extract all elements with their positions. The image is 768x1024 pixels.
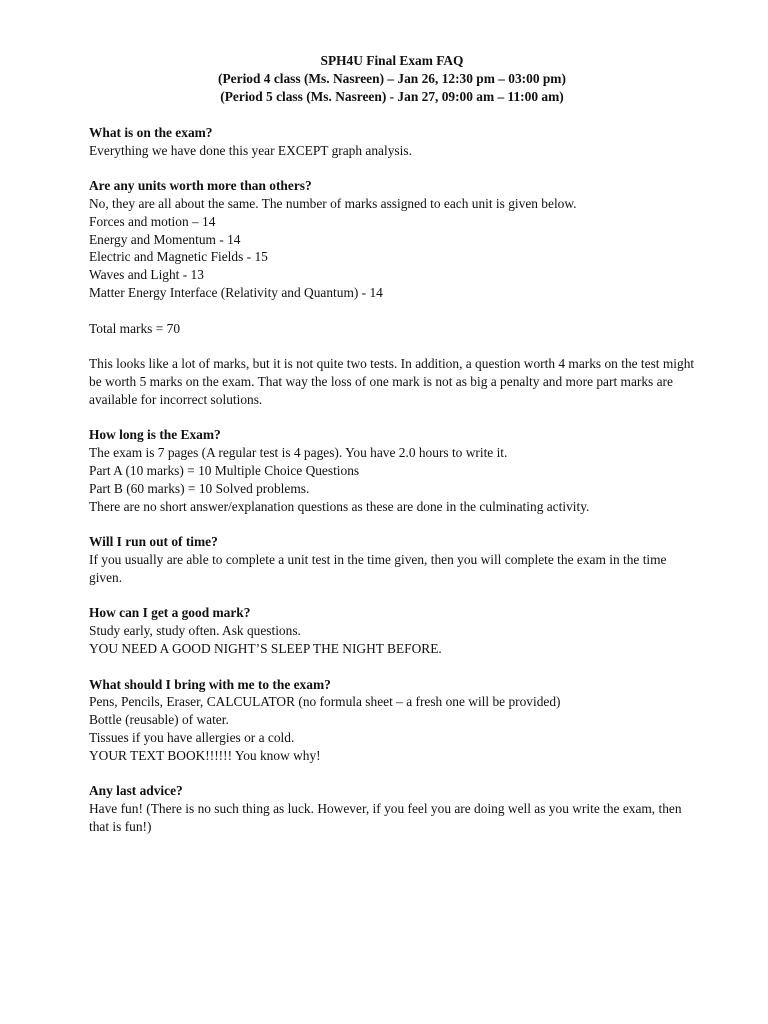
total-marks: Total marks = 70 — [89, 320, 181, 336]
bring-item: Tissues if you have allergies or a cold. — [89, 729, 295, 745]
faq-question: Any last advice? — [89, 783, 183, 799]
faq-question: How can I get a good mark? — [89, 605, 251, 621]
faq-answer-line: YOU NEED A GOOD NIGHT’S SLEEP THE NIGHT BEFORE. — [89, 640, 442, 656]
bring-item: Pens, Pencils, Eraser, CALCULATOR (no formula sheet – a fresh one will be provided) — [89, 694, 561, 710]
part-b-description: Part B (60 marks) = 10 Solved problems. — [89, 480, 310, 496]
faq-question: How long is the Exam? — [89, 427, 221, 443]
faq-answer-line: Everything we have done this year EXCEPT graph analysis. — [89, 142, 412, 158]
unit-marks-waves: Waves and Light - 13 — [89, 267, 204, 283]
marks-note: This looks like a lot of marks, but it is not quite two tests. In addition, a question worth 4 marks on the test might be worth 5 marks on the exam. That way the loss of one mark is not as big a penalty and more part marks are available for incorrect solutions. — [89, 356, 695, 407]
document-header — [79, 52, 705, 106]
faq-section-exam-content — [89, 124, 695, 160]
part-a-description: Part A (10 marks) = 10 Multiple Choice Questions — [89, 462, 360, 478]
faq-section-unit-weighting — [89, 177, 695, 408]
unit-marks-energy: Energy and Momentum - 14 — [89, 231, 241, 247]
faq-question: Will I run out of time? — [89, 534, 218, 550]
period-4-schedule: (Period 4 class (Ms. Nasreen) – Jan 26, 12:30 pm – 03:00 pm) — [218, 71, 566, 86]
document-page — [89, 52, 695, 836]
faq-answer-line: The exam is 7 pages (A regular test is 4 pages). You have 2.0 hours to write it. — [89, 445, 508, 461]
faq-section-advice — [89, 782, 695, 835]
bring-item: Bottle (reusable) of water. — [89, 712, 229, 728]
faq-answer-line: No, they are all about the same. The number of marks assigned to each unit is given below. — [89, 195, 577, 211]
faq-question: What should I bring with me to the exam? — [89, 676, 331, 692]
period-5-schedule: (Period 5 class (Ms. Nasreen) - Jan 27, 09:00 am – 11:00 am) — [220, 89, 564, 104]
unit-marks-matter: Matter Energy Interface (Relativity and Quantum) - 14 — [89, 284, 383, 300]
unit-marks-forces: Forces and motion – 14 — [89, 213, 216, 229]
faq-answer-line: There are no short answer/explanation questions as these are done in the culminating activity. — [89, 498, 590, 514]
faq-section-good-mark — [89, 604, 695, 657]
faq-question: What is on the exam? — [89, 124, 213, 140]
faq-section-time — [89, 533, 695, 586]
faq-answer-line: Study early, study often. Ask questions. — [89, 623, 301, 639]
bring-item: YOUR TEXT BOOK!!!!!! You know why! — [89, 747, 321, 763]
faq-answer-paragraph: If you usually are able to complete a unit test in the time given, then you will complete the exam in the time given. — [89, 551, 667, 585]
faq-question: Are any units worth more than others? — [89, 178, 312, 194]
faq-section-what-to-bring — [89, 676, 695, 765]
unit-marks-fields: Electric and Magnetic Fields - 15 — [89, 249, 268, 265]
document-title: SPH4U Final Exam FAQ — [320, 53, 464, 68]
faq-section-exam-length — [89, 426, 695, 515]
faq-answer-paragraph: Have fun! (There is no such thing as luck. However, if you feel you are doing well as you write the exam, then that is fun!) — [89, 801, 682, 834]
